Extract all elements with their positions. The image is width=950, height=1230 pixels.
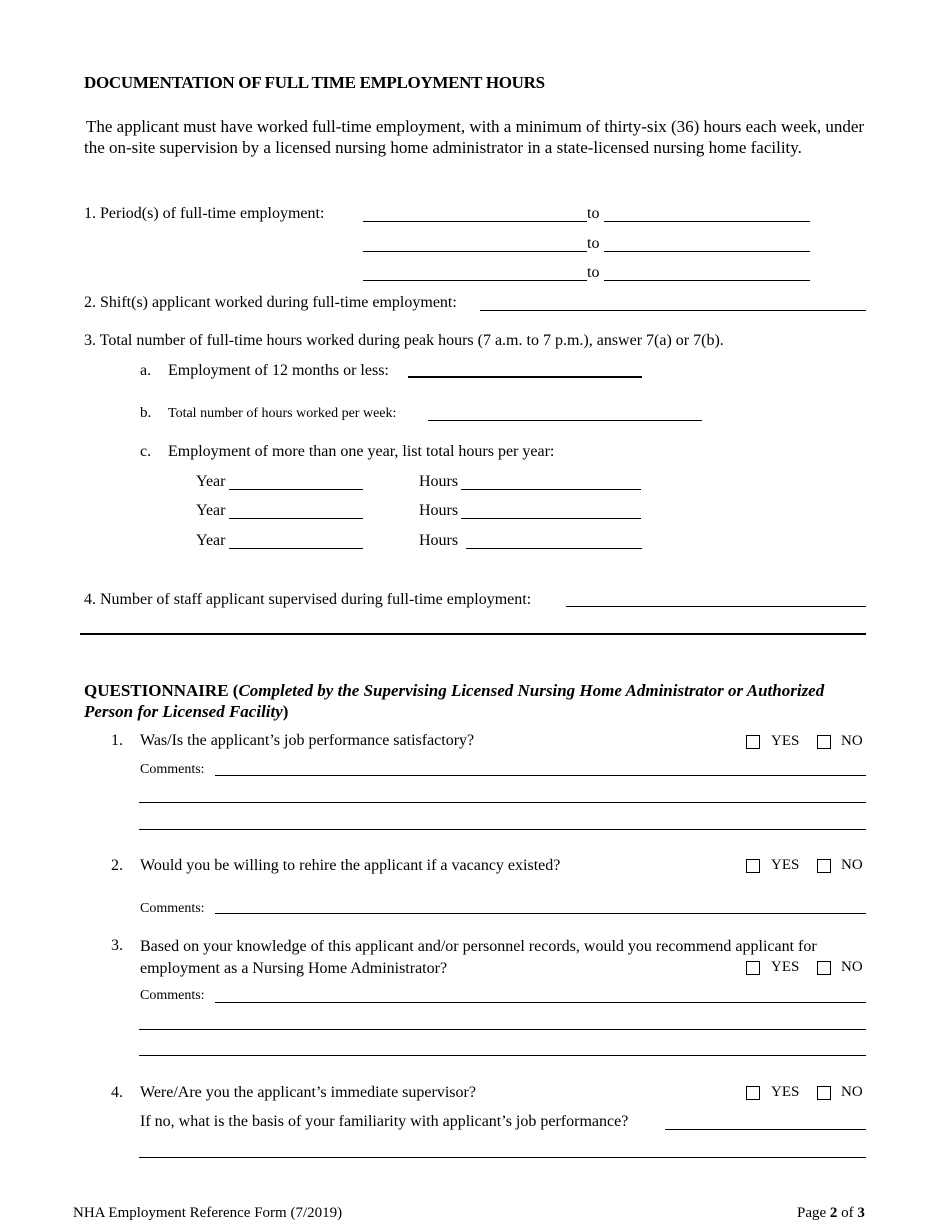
item-3b-letter: b. — [140, 405, 152, 421]
shift-label: 2. Shift(s) applicant worked during full-time employment: — [84, 294, 457, 311]
section-title: DOCUMENTATION OF FULL TIME EMPLOYMENT HOURS — [84, 73, 545, 92]
item-3a-field[interactable] — [408, 376, 642, 378]
q2-number: 2. — [111, 857, 123, 874]
q4-followup-label: If no, what is the basis of your familiarity with applicant’s job performance? — [140, 1113, 629, 1130]
peak-hours-label: 3. Total number of full-time hours worked during peak hours (7 a.m. to 7 p.m.), answer 7(a) or 7(b). — [84, 332, 724, 349]
section-divider — [80, 633, 866, 635]
q2-comments-field[interactable] — [215, 913, 866, 914]
q1-yes-checkbox[interactable] — [746, 735, 760, 749]
q3-comments-line[interactable] — [139, 1055, 866, 1056]
to-label: to — [587, 235, 600, 252]
period-1-end-field[interactable] — [604, 221, 810, 222]
year-label: Year — [196, 473, 226, 490]
q4-familiarity-line[interactable] — [139, 1157, 866, 1158]
no-label: NO — [841, 857, 863, 873]
period-3-end-field[interactable] — [604, 280, 810, 281]
q4-text: Were/Are you the applicant’s immediate supervisor? — [140, 1084, 476, 1101]
no-label: NO — [841, 733, 863, 749]
q3-comments-line[interactable] — [139, 1029, 866, 1030]
yes-label: YES — [771, 959, 800, 975]
q3-number: 3. — [111, 937, 123, 954]
period-1-start-field[interactable] — [363, 221, 587, 222]
q4-no-checkbox[interactable] — [817, 1086, 831, 1100]
q1-text: Was/Is the applicant’s job performance satisfactory? — [140, 732, 475, 749]
hours-3-field[interactable] — [466, 548, 642, 549]
period-3-start-field[interactable] — [363, 280, 587, 281]
q4-familiarity-field[interactable] — [665, 1129, 866, 1130]
yes-label: YES — [771, 857, 800, 873]
year-3-field[interactable] — [229, 548, 363, 549]
period-2-end-field[interactable] — [604, 251, 810, 252]
item-3a-letter: a. — [140, 362, 152, 379]
no-label: NO — [841, 959, 863, 975]
item-3b-field[interactable] — [428, 420, 702, 421]
staff-supervised-field[interactable] — [566, 606, 866, 607]
comments-label: Comments: — [140, 988, 205, 1003]
hours-1-field[interactable] — [461, 489, 641, 490]
q2-text: Would you be willing to rehire the applicant if a vacancy existed? — [140, 857, 561, 874]
questionnaire-heading: QUESTIONNAIRE (Completed by the Supervising Licensed Nursing Home Administrator or Authorized Person for Licensed Facility) — [84, 681, 825, 721]
period-2-start-field[interactable] — [363, 251, 587, 252]
q1-comments-line[interactable] — [139, 802, 866, 803]
item-3b-label: Total number of hours worked per week: — [168, 406, 397, 421]
q2-yes-checkbox[interactable] — [746, 859, 760, 873]
q3-comments-field[interactable] — [215, 1002, 866, 1003]
comments-label: Comments: — [140, 901, 205, 916]
intro-paragraph: The applicant must have worked full-time employment, with a minimum of thirty-six (36) hours each week, under the on-site supervision by a licensed nursing home administrator in a state-licensed nursing home facility. — [84, 117, 865, 157]
to-label: to — [587, 205, 600, 222]
year-1-field[interactable] — [229, 489, 363, 490]
hours-label: Hours — [419, 473, 459, 490]
year-label: Year — [196, 532, 226, 549]
to-label: to — [587, 264, 600, 281]
q1-no-checkbox[interactable] — [817, 735, 831, 749]
q1-number: 1. — [111, 732, 123, 749]
footer-form-name: NHA Employment Reference Form (7/2019) — [73, 1205, 343, 1221]
shift-field[interactable] — [480, 310, 866, 311]
q4-yes-checkbox[interactable] — [746, 1086, 760, 1100]
q1-comments-line[interactable] — [139, 829, 866, 830]
year-label: Year — [196, 502, 226, 519]
item-3c-letter: c. — [140, 443, 152, 460]
hours-2-field[interactable] — [461, 518, 641, 519]
no-label: NO — [841, 1084, 863, 1100]
employment-period-label: 1. Period(s) of full-time employment: — [84, 205, 325, 222]
hours-label: Hours — [419, 532, 459, 549]
q4-number: 4. — [111, 1084, 123, 1101]
hours-label: Hours — [419, 502, 459, 519]
q3-no-checkbox[interactable] — [817, 961, 831, 975]
item-3c-label: Employment of more than one year, list total hours per year: — [168, 443, 555, 460]
page-number: Page 2 of 3 — [797, 1205, 865, 1221]
year-2-field[interactable] — [229, 518, 363, 519]
yes-label: YES — [771, 733, 800, 749]
q3-yes-checkbox[interactable] — [746, 961, 760, 975]
q3-text: Based on your knowledge of this applicant and/or personnel records, would you recommend applicant for employment as a Nursing Home Administrator? — [140, 938, 817, 977]
comments-label: Comments: — [140, 762, 205, 777]
q2-no-checkbox[interactable] — [817, 859, 831, 873]
q1-comments-field[interactable] — [215, 775, 866, 776]
yes-label: YES — [771, 1084, 800, 1100]
item-3a-label: Employment of 12 months or less: — [168, 362, 389, 379]
staff-supervised-label: 4. Number of staff applicant supervised during full-time employment: — [84, 591, 532, 608]
